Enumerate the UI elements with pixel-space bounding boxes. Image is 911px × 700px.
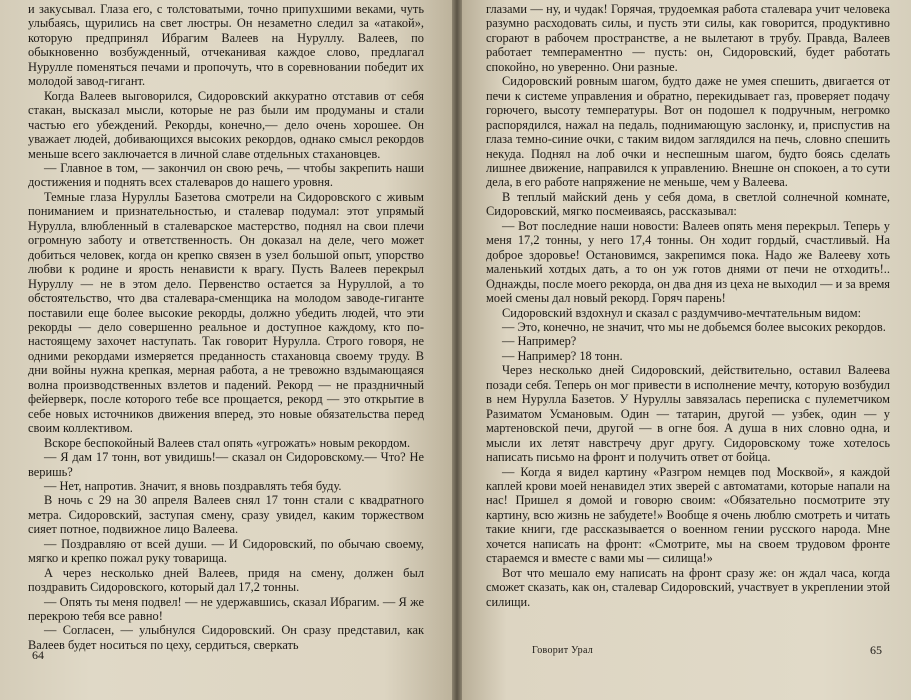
- paragraph: В теплый майский день у себя дома, в светлой солнечной комнате, Сидоровский, мягко посмеиваясь, рассказывал:: [486, 189, 890, 219]
- paragraph: — Нет, напротив. Значит, я вновь поздравлять тебя буду.: [44, 478, 342, 493]
- paragraph: глазами — ну, и чудак! Горячая, трудоемкая работа сталевара учит человека разумно расходовать силы, и пусть эти силы, как говорится, продуктивно сгорают в рабочем пространстве, а не вылетают в трубу. Правда, Валеев работает темпераментно — пусть: он, Сидоровский, будет работать спокойно, но уверенно. Они разные.: [486, 2, 890, 74]
- paragraph: — Например? 18 тонн.: [502, 348, 623, 363]
- paragraph: В ночь с 29 на 30 апреля Валеев снял 17 тонн стали с квадратного метра. Сидоровский, заступая смену, сразу увидел, каким торжеством сияет потное, подвижное лицо Валеева.: [28, 493, 424, 537]
- left-page-text: [28, 2, 424, 652]
- paragraph: Сидоровский ровным шагом, будто даже не умея спешить, двигается от печи к системе управления и обратно, перекидывает газ, проверяет подачу горючего, высоту температуры. Вот он подошел к подручным, негромко распорядился, нажал на педаль, поднимающую заслонку, и, приспустив на глаза темно-синие очки, с таким видом заглядился на печь, словно спешить некуда. Поднял на лоб очки и неспешным шагом, будто боясь сделать лишнее движение, направился к управлению. Внешне он спокоен, а то сути дела, в его работе напряжение не меньше, чем у Валеева.: [486, 74, 890, 190]
- running-head: Говорит Урал: [532, 645, 594, 656]
- right-page-text: [486, 2, 890, 609]
- paragraph: и закусывал. Глаза его, с толстоватыми, точно припухшими веками, чуть улыбаясь, щурились на свет люстры. Он незаметно следил за «атакой», которую предпринял Ибрагим Валеев на Нуруллу. Валеев, по обыкновенно возбужденный, отчеканивая каждое слово, предлагал Нурулле поменяться печами и пропочуть, что в соревновании победит их молодой завод-гигант.: [28, 2, 424, 89]
- paragraph: — Опять ты меня подвел! — не удержавшись, сказал Ибрагим. — Я же перекрою тебя все равно!: [28, 594, 424, 624]
- paragraph: — Я дам 17 тонн, вот увидишь!— сказал он Сидоровскому.— Что? Не веришь?: [28, 450, 424, 479]
- paragraph: Через несколько дней Сидоровский, действительно, оставил Валеева позади себя. Теперь он мог привести в исполнение мечту, которую возбудил в нем Нурулла Базетов. У Нуруллы завязалась переписка с пулеметчиком Разиматом Усмановым. Один — татарин, другой — узбек, один — у мартеновской печи, другой — в огне боя. А душа в них словно одна, и мысли их летят навстречу друг другу. Сидоровскому тоже хотелось написать письмо на фронт и получить ответ от бойца.: [486, 363, 890, 465]
- paragraph: — Вот последние наши новости: Валеев опять меня перекрыл. Теперь у меня 17,2 тонны, у него 17,4 тонны. Он ходит гордый, счастливый. На доброе здоровье! Остановимся, закрепимся пока. Надо же Валееву хоть маленький хотдых дать, а то он уж готов днями от печи не отходить!.. Однажды, после моего рекорда, он два дня из цеха не выходил — и за время моей смены дал новый рекорд. Горяч парень!: [486, 218, 890, 306]
- paragraph: А через несколько дней Валеев, придя на смену, должен был поздравить Сидоровского, который дал 17,2 тонны.: [28, 565, 424, 595]
- paragraph: — Главное в том, — закончил он свою речь, — чтобы закрепить наши достижения и поднять всех сталеваров до нашего уровня.: [28, 160, 424, 190]
- paragraph: Сидоровский вздохнул и сказал с раздумчиво-мечтательным видом:: [502, 305, 862, 320]
- page-number-right: 65: [870, 643, 882, 657]
- paragraph: Вот что мешало ему написать на фронт сразу же: он ждал часа, когда сможет сказать, как он, сталевар Сидоровский, участвует в укреплении этой силищи.: [486, 565, 890, 609]
- paragraph: — Поздравляю от всей души. — И Сидоровский, по обычаю своему, мягко и крепко пожал руку товарища.: [28, 536, 424, 566]
- paragraph: Когда Валеев выговорился, Сидоровский аккуратно отставив от себя стакан, высказал мысли, которые не раз были им продуманы и стали частью его убеждений. Рекорды, конечно,— дело очень хорошее. Он уважает людей, добивающихся высоких рекордов, однако смысл рекордов меньше всего заключается в личной славе отдельных стахановцев.: [28, 88, 424, 161]
- page-number-left: 64: [32, 648, 44, 662]
- paragraph: — Согласен, — улыбнулся Сидоровский. Он сразу представил, как Валеев будет носиться по цеху, сердиться, сверкать: [28, 623, 424, 652]
- paragraph: — Например?: [502, 334, 577, 349]
- paragraph: — Это, конечно, не значит, что мы не добьемся более высоких рекордов.: [502, 319, 886, 334]
- paragraph: Темные глаза Нуруллы Базетова смотрели на Сидоровского с живым пониманием и признательностью, и сталевар подумал: этот упрямый Нурулла, влюбленный в сталеварское мастерство, поднял на свои плечи огромную заботу и ответственность. Он доказал на деле, чего может добиться человек, когда он крепко связен в узел большой опыт, упорство любви к родине и ярость ненависти к врагу. Пусть Валеев перекрыл Нуруллу — не в этом дело. Первенство остается за Нуруллой, а то обстоятельство, что два сталевара-сменщика на молодом заводе-гиганте поставили еще более высокие рекорды, должно убедить людей, что эти рекорды — дело совершенно реальное и доступное каждому, кто по-настоящему захочет наступать. Так говорит Нурулла. Строго говоря, не одними рекордами измеряется преданность стахановца своему труду. В дни войны нужна крепкая, мерная работа, а не тревожно вздымающаяся волна производственных взлетов и падений. Рекорд — не праздничный фейерверк, после которого тебе все прощается, рекорд — это открытие в себе новых источников движения вперед, это новые обязательства перед своим коллективом.: [28, 189, 424, 436]
- book-gutter: [452, 0, 462, 700]
- paragraph: Вскоре беспокойный Валеев стал опять «угрожать» новым рекордом.: [44, 435, 411, 450]
- paragraph: — Когда я видел картину «Разгром немцев под Москвой», я каждой каплей крови моей ненавидел этих зверей с автоматами, которые напали на нас! Пришел я домой и говорю своим: «Обязательно посмотрите эту картину, всю жизнь не забудете!» Вообще я очень люблю смотреть и читать такие книги, где рассказывается о военном гении русского народа. Мне хочется написать на фронт: «Смотрите, мы на своем трудовом фронте стараемся и вместе с вами мы — силища!»: [486, 464, 890, 566]
- left-page: [0, 0, 452, 700]
- right-page: [462, 0, 911, 700]
